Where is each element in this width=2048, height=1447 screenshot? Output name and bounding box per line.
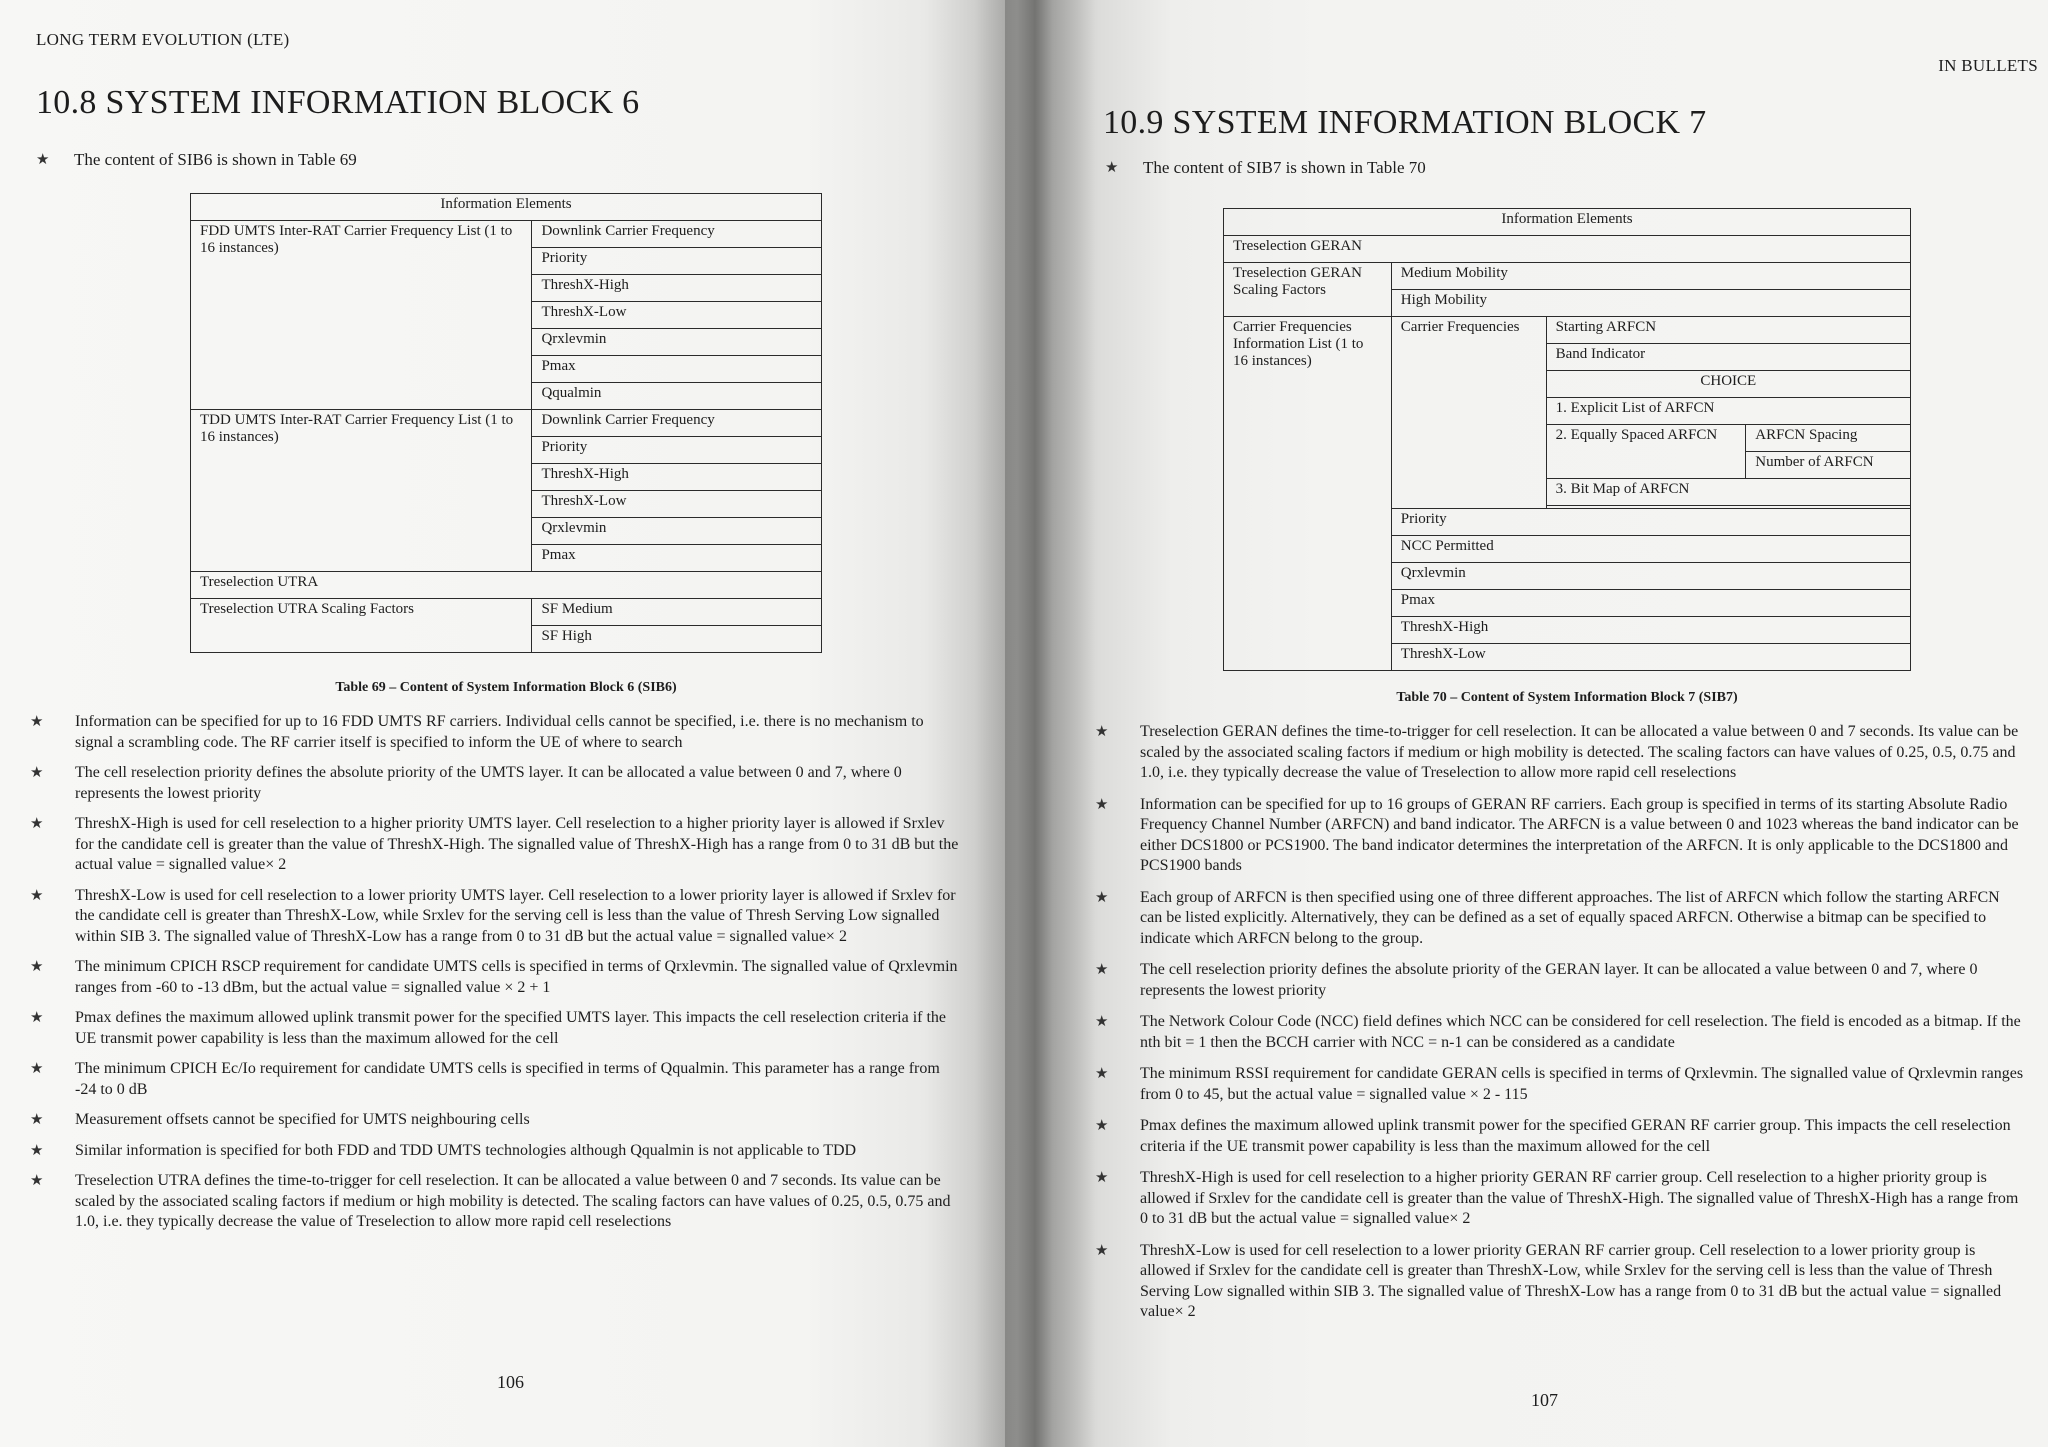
list-item: ★ Pmax defines the maximum allowed uplink transmit power for the specified GERAN RF carrier group. This impacts the cell reselection criteria if the UE transmit power capability is less than the maximum allowed for the cell [1095, 1117, 2011, 1155]
fdd-group-label: FDD UMTS Inter-RAT Carrier Frequency List (1 to 16 instances) [191, 221, 532, 410]
table-cell: ThreshX-Low [532, 302, 822, 329]
table-cell: Starting ARFCN [1546, 317, 1910, 344]
bullet-star-icon: ★ [1095, 796, 1109, 813]
list-item: ★ ThreshX-Low is used for cell reselection to a lower priority GERAN RF carrier group. Cell reselection to a lower priority group is allowed if Srxlev for the candidate cell is greater than ThreshX-Low, while Srxlev for the serving cell is less than the value of Thresh Serving Low signalled within SIB 3. The signalled value of ThreshX-Low has a range from 0 to 31 dB but the actual value = signalled value× 2 [1095, 1241, 2002, 1320]
table-cell: Qrxlevmin [1391, 563, 1910, 590]
table-cell: ThreshX-High [1391, 617, 1910, 644]
table-cell: Pmax [1391, 590, 1910, 617]
intro-sib6 [36, 150, 357, 170]
table-cell: Priority [1391, 509, 1910, 536]
table-cell: 3. Bit Map of ARFCN [1546, 479, 1910, 506]
bullet-star-icon: ★ [1095, 1066, 1109, 1082]
list-item: ★ ThreshX-High is used for cell reselection to a higher priority UMTS layer. Cell reselection to a higher priority layer is allowed if Srxlev for the candidate cell is greater than the value of ThreshX-High. The signalled value of ThreshX-High has a range from 0 to 31 dB but the actual value = signalled value× 2 [30, 815, 959, 873]
table-cell: NCC Permitted [1391, 536, 1910, 563]
table-cell: ThreshX-Low [1391, 644, 1910, 671]
list-item: ★ The minimum CPICH RSCP requirement for candidate UMTS cells is specified in terms of Qrxlevmin. The signalled value of Qrxlevmin ranges from -60 to -13 dBm, but the actual value = signalled value × 2 + 1 [30, 958, 958, 996]
list-item: ★ The cell reselection priority defines the absolute priority of the GERAN layer. It can be allocated a value between 0 and 7, where 0 represents the lowest priority [1095, 961, 1978, 999]
table-header: Information Elements [191, 194, 822, 221]
table-cell: SF High [532, 626, 822, 653]
bullet-star-icon: ★ [1105, 160, 1119, 176]
bullet-star-icon: ★ [30, 765, 44, 781]
choice-cell: CHOICE [1546, 371, 1910, 398]
table-cell: Priority [532, 437, 822, 464]
list-item: ★ ThreshX-High is used for cell reselection to a higher priority GERAN RF carrier group. Cell reselection to a higher priority group is allowed if Srxlev for the candidate cell is greater than the value of ThreshX-High. The signalled value of ThreshX-High has a range from 0 to 31 dB but the actual value = signalled value× 2 [1095, 1169, 2019, 1227]
bullet-star-icon: ★ [1095, 1118, 1109, 1134]
table-cell: Priority [532, 248, 822, 275]
list-item: ★ Similar information is specified for both FDD and TDD UMTS technologies although Qqualmin is not applicable to TDD [30, 1141, 960, 1162]
bullet-star-icon: ★ [36, 152, 50, 168]
table-cell: Downlink Carrier Frequency [532, 221, 822, 248]
running-head-right: IN BULLETS [1938, 56, 2038, 75]
bullet-list-sib7 [1095, 722, 2025, 1334]
table-cell: Downlink Carrier Frequency [532, 410, 822, 437]
table-cell: ThreshX-High [532, 464, 822, 491]
bullet-star-icon: ★ [1095, 962, 1109, 978]
table-cell: SF Medium [532, 599, 822, 626]
list-item: ★ Information can be specified for up to 16 FDD UMTS RF carriers. Individual cells cannot be specified, i.e. there is no mechanism to signal a scrambling code. The RF carrier itself is specified to inform the UE of where to search [30, 713, 924, 751]
page-number-left: 106 [497, 1372, 524, 1392]
list-item: ★ The minimum RSSI requirement for candidate GERAN cells is specified in terms of Qrxlevmin. The signalled value of Qrxlevmin ranges from 0 to 45, but the actual value = signalled value × 2 - 115 [1095, 1065, 2024, 1103]
table-70-caption: Table 70 – Content of System Information Block 7 (SIB7) [1396, 690, 1738, 705]
running-head-left: LONG TERM EVOLUTION (LTE) [36, 30, 290, 49]
carrier-frequencies-cell: Carrier Frequencies [1391, 317, 1546, 509]
list-item: ★ The minimum CPICH Ec/Io requirement for candidate UMTS cells is specified in terms of Qqualmin. This parameter has a range from -24 to 0 dB [30, 1060, 940, 1098]
list-item: ★ Pmax defines the maximum allowed uplink transmit power for the specified UMTS layer. This impacts the cell reselection criteria if the UE transmit power capability is less than the maximum allowed for the cell [30, 1009, 947, 1047]
left-page [0, 0, 1005, 1447]
scaling-group-label: Treselection GERAN Scaling Factors [1224, 263, 1392, 317]
table-69-caption: Table 69 – Content of System Information Block 6 (SIB6) [335, 680, 677, 695]
bullet-star-icon: ★ [30, 816, 44, 832]
right-page [1005, 0, 2048, 1447]
bullet-star-icon: ★ [30, 1173, 44, 1189]
list-item: ★ The Network Colour Code (NCC) field defines which NCC can be considered for cell reselection. The field is encoded as a bitmap. If the nth bit = 1 then the BCCH carrier with NCC = n-1 can be considered as a candidate [1095, 1013, 2021, 1051]
table-cell: 1. Explicit List of ARFCN [1546, 398, 1910, 425]
bullet-star-icon: ★ [30, 1142, 44, 1159]
scaling-group-label: Treselection UTRA Scaling Factors [191, 599, 532, 653]
table-69 [190, 193, 822, 653]
table-cell: 2. Equally Spaced ARFCN [1546, 425, 1746, 479]
table-cell: Number of ARFCN [1746, 452, 1911, 479]
table-cell: ARFCN Spacing [1746, 425, 1911, 452]
table-cell: Pmax [532, 356, 822, 383]
bullet-star-icon: ★ [30, 1061, 44, 1077]
bullet-star-icon: ★ [30, 1010, 44, 1026]
bullet-star-icon: ★ [30, 714, 44, 730]
list-item: ★ Information can be specified for up to 16 groups of GERAN RF carriers. Each group is specified in terms of its starting Absolute Radio Frequency Channel Number (ARFCN) and band indicator. The ARFCN is a value between 0 and 1023 whereas the band indicator can be either DCS1800 or PCS1900. The band indicator determines the interpretation of the ARFCN. It is only applicable to the DCS1800 and PCS1900 bands [1095, 795, 2019, 874]
bullet-star-icon: ★ [1095, 1242, 1109, 1259]
list-item: ★ Measurement offsets cannot be specified for UMTS neighbouring cells [30, 1110, 960, 1131]
list-item: ★ The cell reselection priority defines the absolute priority of the UMTS layer. It can be allocated a value between 0 and 7, where 0 represents the lowest priority [30, 764, 902, 802]
table-cell: ThreshX-High [532, 275, 822, 302]
list-item: ★ ThreshX-Low is used for cell reselection to a lower priority UMTS layer. Cell reselection to a lower priority layer is allowed if Srxlev for the candidate cell is greater than ThreshX-Low, while Srxlev for the serving cell is less than the value of Thresh Serving Low signalled within SIB 3. The signalled value of ThreshX-Low has a range from 0 to 31 dB but the actual value = signalled value× 2 [30, 886, 956, 945]
table-cell: Qqualmin [532, 383, 822, 410]
tdd-group-label: TDD UMTS Inter-RAT Carrier Frequency List (1 to 16 instances) [191, 410, 532, 572]
page-number-right: 107 [1531, 1390, 1558, 1410]
table-cell: Pmax [532, 545, 822, 572]
list-item: ★ Treselection UTRA defines the time-to-trigger for cell reselection. It can be allocated a value between 0 and 7 seconds. Its value can be scaled by the associated scaling factors if medium or high mobility is detected. The scaling factors can have values of 0.25, 0.5, 0.75 and 1.0, i.e. they typically decrease the value of Treselection to allow more rapid cell reselections [30, 1172, 951, 1230]
table-cell: Qrxlevmin [532, 518, 822, 545]
bullet-star-icon: ★ [1095, 1014, 1109, 1030]
carrier-group-label: Carrier Frequencies Information List (1 to 16 instances) [1224, 317, 1392, 671]
intro-sib7 [1105, 158, 1426, 178]
bullet-list-sib6 [30, 712, 960, 1243]
treselection-utra-cell: Treselection UTRA [191, 572, 822, 599]
bullet-star-icon: ★ [1095, 724, 1109, 740]
bullet-star-icon: ★ [30, 959, 44, 975]
bullet-star-icon: ★ [30, 1112, 44, 1128]
intro-text: The content of SIB7 is shown in Table 70 [1143, 158, 1426, 177]
table-cell: High Mobility [1391, 290, 1910, 317]
table-cell: Band Indicator [1546, 344, 1910, 371]
bullet-star-icon: ★ [1095, 1170, 1109, 1186]
bullet-star-icon: ★ [1095, 889, 1109, 906]
table-cell: Medium Mobility [1391, 263, 1910, 290]
list-item: ★ Treselection GERAN defines the time-to-trigger for cell reselection. It can be allocated a value between 0 and 7 seconds. Its value can be scaled by the associated scaling factors if medium or high mobility is detected. The scaling factors can have values of 0.25, 0.5, 0.75 and 1.0, i.e. they typically decrease the value of Treselection to allow more rapid cell reselections [1095, 723, 2019, 781]
table-cell: Qrxlevmin [532, 329, 822, 356]
treselection-geran-cell: Treselection GERAN [1224, 236, 1911, 263]
list-item: ★ Each group of ARFCN is then specified using one of three different approaches. The list of ARFCN which follow the starting ARFCN can be listed explicitly. Alternatively, they can be defined as a set of equally spaced ARFCN. Otherwise a bitmap can be specified to indicate which ARFCN belong to the group. [1095, 888, 2000, 947]
table-70 [1223, 208, 1911, 671]
bullet-star-icon: ★ [30, 887, 44, 904]
section-title-sib6: 10.8 SYSTEM INFORMATION BLOCK 6 [36, 84, 640, 121]
section-title-sib7: 10.9 SYSTEM INFORMATION BLOCK 7 [1103, 104, 1707, 141]
table-cell: ThreshX-Low [532, 491, 822, 518]
table-header: Information Elements [1224, 209, 1911, 236]
intro-text: The content of SIB6 is shown in Table 69 [74, 150, 357, 169]
